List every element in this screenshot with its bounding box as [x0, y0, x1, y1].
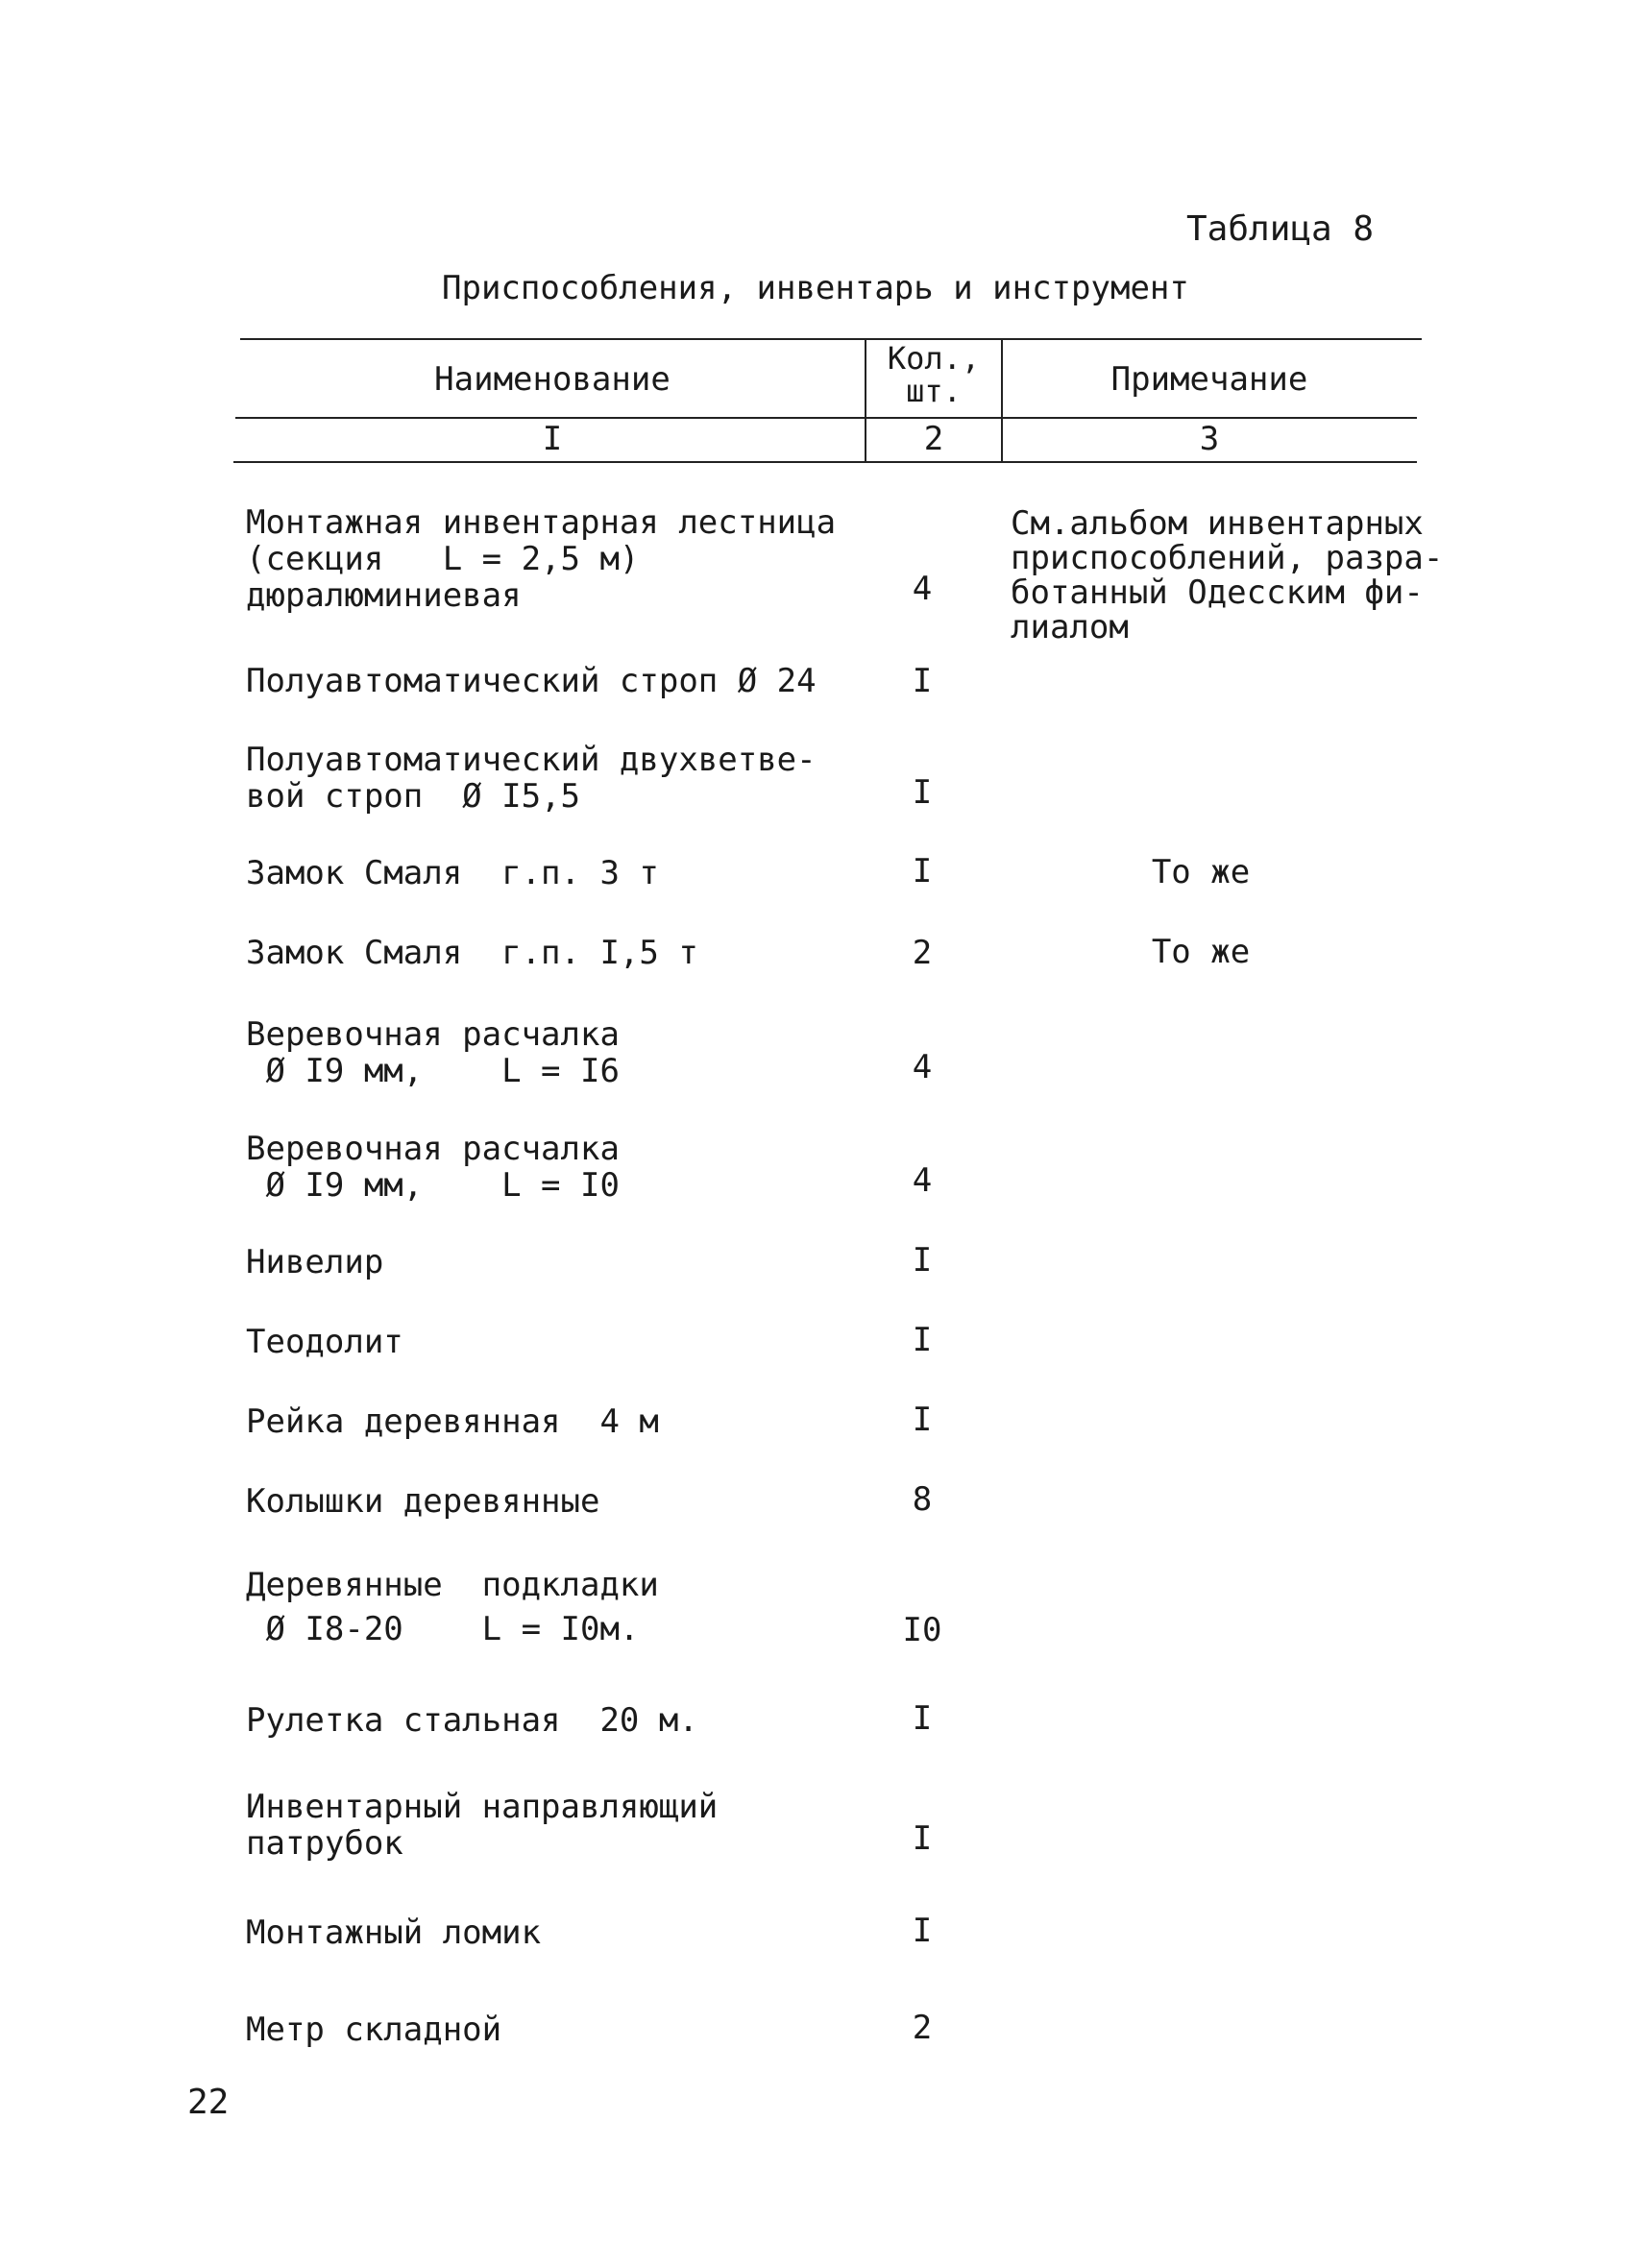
item-qty: I — [912, 773, 933, 812]
item-qty: I — [912, 1912, 933, 1950]
item-qty: 4 — [912, 1161, 933, 1200]
item-qty: I — [912, 1699, 933, 1738]
column-index-qty: 2 — [923, 420, 944, 458]
item-note: То же — [1151, 933, 1251, 971]
item-qty: 4 — [912, 1048, 933, 1086]
item-note: То же — [1151, 853, 1251, 891]
item-name: Замок Смаля г.п. 3 т — [246, 854, 659, 892]
column-header-name: Наименование — [434, 360, 671, 399]
column-header-note: Примечание — [1110, 360, 1308, 399]
page-number: 22 — [187, 2083, 230, 2122]
item-name: Полуавтоматический строп Ø 24 — [246, 662, 817, 700]
item-name: Полуавтоматический двухветве- вой строп Ø I5,5 — [246, 741, 817, 816]
item-qty: 8 — [912, 1480, 933, 1519]
item-qty: I — [912, 1401, 933, 1439]
item-qty: I — [912, 852, 933, 890]
column-header-qty: Кол., шт. — [887, 340, 981, 409]
item-qty: 4 — [912, 570, 933, 608]
item-qty: I0 — [902, 1611, 942, 1649]
item-name: Замок Смаля г.п. I,5 т — [246, 934, 698, 972]
header-bottom-rule — [233, 461, 1417, 463]
item-name: Веревочная расчалка Ø I9 мм, L = I6 — [246, 1015, 620, 1090]
item-name: Колышки деревянные — [246, 1482, 600, 1521]
column-index-note: 3 — [1199, 420, 1220, 458]
header-mid-rule — [235, 417, 1417, 419]
item-note: См.альбом инвентарных приспособлений, разра- ботанный Одесским фи- лиалом — [1011, 504, 1444, 646]
item-qty: 2 — [912, 2009, 933, 2047]
item-qty: I — [912, 1819, 933, 1858]
table-number: Таблица 8 — [1186, 209, 1375, 249]
item-name: Рулетка стальная 20 м. — [246, 1701, 698, 1740]
item-qty: 2 — [912, 934, 933, 972]
item-name: Деревянные подкладки Ø I8-20 L = I0м. — [246, 1566, 659, 1648]
item-qty: I — [912, 1241, 933, 1280]
item-name: Теодолит — [246, 1323, 403, 1361]
column-index-name: I — [542, 420, 563, 458]
item-name: Нивелир — [246, 1243, 384, 1281]
item-name: Метр складной — [246, 2011, 502, 2049]
item-name: Монтажный ломик — [246, 1914, 542, 1952]
item-name: Монтажная инвентарная лестница (секция L = 2,5 м) дюралюминиевая — [246, 503, 837, 615]
item-name: Рейка деревянная 4 м — [246, 1402, 659, 1441]
item-qty: I — [912, 1321, 933, 1359]
item-name: Веревочная расчалка Ø I9 мм, L = I0 — [246, 1130, 620, 1205]
header-top-rule — [240, 338, 1422, 340]
item-name: Инвентарный направляющий патрубок — [246, 1788, 719, 1863]
table-title: Приспособления, инвентарь и инструмент — [442, 269, 1189, 307]
item-qty: I — [912, 662, 933, 700]
